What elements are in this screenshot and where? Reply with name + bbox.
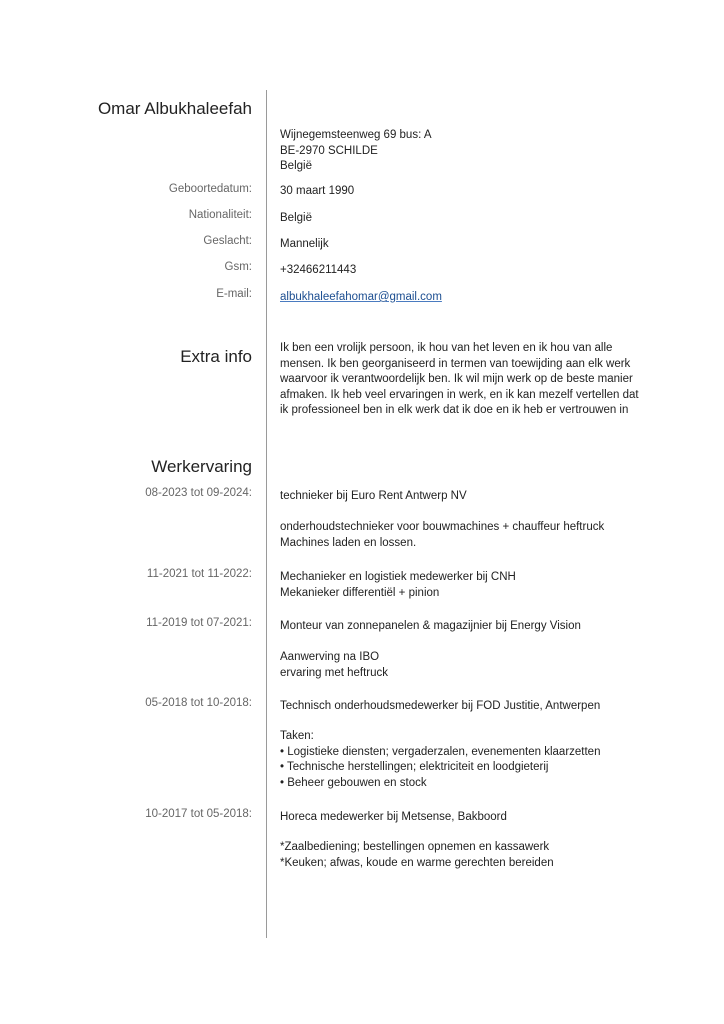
- extra-info-line: ik professioneel ben in elk werk dat ik doe en ik heb er vertrouwen in: [280, 404, 629, 416]
- work-experience-heading: Werkervaring: [151, 457, 252, 476]
- extra-info-heading: Extra info: [180, 347, 252, 366]
- birthdate-label: Geboortedatum:: [168, 183, 252, 195]
- job-detail-line: *Zaalbediening; bestellingen opnemen en kassawerk: [280, 841, 550, 853]
- extra-info-text: [280, 341, 660, 419]
- gender-value: Mannelijk: [280, 238, 329, 250]
- job-period: 10-2017 tot 05-2018:: [145, 808, 252, 820]
- job-details: [280, 729, 660, 791]
- job-detail-line: onderhoudstechnieker voor bouwmachines + chauffeur heftruck: [280, 521, 605, 533]
- job-title: Technisch onderhoudsmedewerker bij FOD Justitie, Antwerpen: [280, 700, 601, 712]
- phone-label: Gsm:: [224, 261, 252, 273]
- address-street: Wijnegemsteenweg 69 bus: A: [280, 129, 432, 141]
- cv-name: Omar Albukhaleefah: [97, 99, 252, 118]
- job-period: 08-2023 tot 09-2024:: [145, 487, 252, 499]
- job-details: [280, 650, 660, 681]
- job-details: [280, 570, 660, 601]
- job-detail-line: • Beheer gebouwen en stock: [280, 776, 427, 789]
- extra-info-line: Ik ben een vrolijk persoon, ik hou van het leven en ik hou van alle: [280, 342, 613, 354]
- nationality-label: Nationaliteit:: [188, 209, 252, 221]
- column-divider: [266, 90, 267, 938]
- job-detail-line: *Keuken; afwas, koude en warme gerechten bereiden: [280, 856, 554, 869]
- job-title: Monteur van zonnepanelen & magazijnier bij Energy Vision: [280, 620, 581, 632]
- job-detail-line: ervaring met heftruck: [280, 666, 389, 679]
- extra-info-line: mensen. Ik ben georganiseerd in termen van toewijding aan elk werk: [280, 357, 631, 370]
- job-detail-line: • Technische herstellingen; elektriciteit en loodgieterij: [280, 761, 549, 773]
- job-title: technieker bij Euro Rent Antwerp NV: [280, 490, 467, 502]
- address-city: BE-2970 SCHILDE: [280, 144, 378, 157]
- email-link[interactable]: albukhaleefahomar@gmail.com: [280, 291, 442, 303]
- job-title: Horeca medewerker bij Metsense, Bakboord: [280, 811, 507, 823]
- email-value-row: [280, 290, 660, 306]
- job-details: [280, 520, 660, 551]
- birthdate-value: 30 maart 1990: [280, 185, 355, 197]
- job-detail-line: Taken:: [280, 730, 314, 742]
- job-detail-line: Machines laden en lossen.: [280, 536, 417, 549]
- extra-info-line: afmaken. Ik heb veel ervaringen in werk, en ik kan mezelf vertellen dat: [280, 388, 639, 401]
- job-title: Mechanieker en logistiek medewerker bij CNH: [280, 571, 516, 583]
- address-block: [280, 128, 660, 175]
- job-period: 11-2021 tot 11-2022:: [146, 568, 252, 580]
- email-label: E-mail:: [216, 288, 252, 300]
- job-details: [280, 840, 660, 871]
- job-period: 05-2018 tot 10-2018:: [145, 697, 252, 709]
- job-detail-line: Mekanieker differentiël + pinion: [280, 586, 440, 599]
- phone-value: +32466211443: [280, 264, 357, 276]
- job-detail-line: • Logistieke diensten; vergaderzalen, evenementen klaarzetten: [280, 745, 601, 758]
- nationality-value: België: [280, 212, 312, 224]
- job-detail-line: Aanwerving na IBO: [280, 651, 380, 663]
- job-period: 11-2019 tot 07-2021:: [146, 617, 252, 629]
- gender-label: Geslacht:: [203, 235, 252, 247]
- address-country: België: [280, 160, 312, 172]
- extra-info-line: waarvoor ik verantwoordelijk ben. Ik wil mijn werk op de beste manier: [280, 373, 633, 385]
